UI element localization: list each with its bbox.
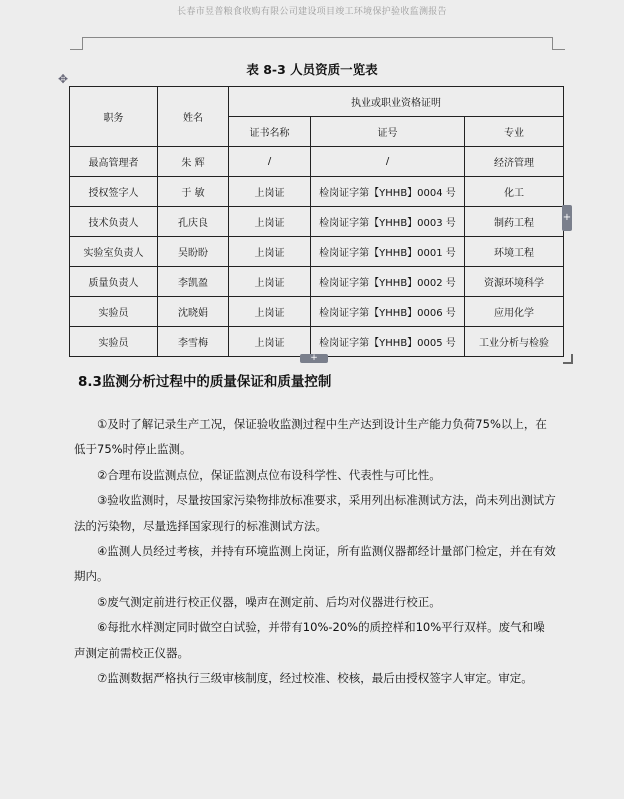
cell-major: 工业分析与检验 xyxy=(465,327,564,357)
paragraph: ⑥每批水样测定同时做空白试验，并带有10%-20%的质控样和10%平行双样。废气和噪声测定前需校正仪器。 xyxy=(74,620,545,660)
table-row xyxy=(70,327,564,357)
cell-cert-name: 上岗证 xyxy=(229,327,311,357)
cell-cert-name: 上岗证 xyxy=(229,177,311,207)
header-rule xyxy=(82,37,552,38)
paragraph: ①及时了解记录生产工况，保证验收监测过程中生产达到设计生产能力负荷75%以上，在低于75%时停止监测。 xyxy=(74,417,547,457)
table-row xyxy=(70,207,564,237)
cell-major: 经济管理 xyxy=(465,147,564,177)
table-caption: 表 8-3 人员资质一览表 xyxy=(246,62,378,77)
cell-cert-no: 检岗证字第【YHHB】0003 号 xyxy=(311,207,465,237)
cell-name: 孔庆良 xyxy=(158,207,229,237)
cell-position: 最高管理者 xyxy=(70,147,158,177)
header-position: 职务 xyxy=(70,87,158,147)
header-qualification: 执业或职业资格证明 xyxy=(229,87,564,117)
section-heading: 8.3监测分析过程中的质量保证和质量控制 xyxy=(78,374,332,390)
cell-major: 制药工程 xyxy=(465,207,564,237)
cell-cert-no: 检岗证字第【YHHB】0004 号 xyxy=(311,177,465,207)
cell-cert-name: 上岗证 xyxy=(229,237,311,267)
cell-position: 质量负责人 xyxy=(70,267,158,297)
cell-major: 环境工程 xyxy=(465,237,564,267)
table-row xyxy=(70,297,564,327)
cell-name: 于 敏 xyxy=(158,177,229,207)
cell-name: 李雪梅 xyxy=(158,327,229,357)
cell-cert-name: / xyxy=(229,147,311,177)
cell-cert-no: 检岗证字第【YHHB】0001 号 xyxy=(311,237,465,267)
cell-cert-name: 上岗证 xyxy=(229,267,311,297)
margin-corner-mark xyxy=(70,37,83,50)
paragraph: ②合理布设监测点位，保证监测点位布设科学性、代表性与可比性。 xyxy=(97,467,441,482)
cell-major: 化工 xyxy=(465,177,564,207)
cell-major: 资源环境科学 xyxy=(465,267,564,297)
table-row xyxy=(70,177,564,207)
cell-cert-name: 上岗证 xyxy=(229,207,311,237)
cell-position: 实验员 xyxy=(70,327,158,357)
cell-position: 授权签字人 xyxy=(70,177,158,207)
paragraph: ③验收监测时，尽量按国家污染物排放标准要求，采用列出标准测试方法，尚未列出测试方法的污染物，尽量选择国家现行的标准测试方法。 xyxy=(74,493,556,533)
add-column-plus-icon[interactable]: + xyxy=(562,205,572,231)
page-header: 长春市昱普粮食收购有限公司建设项目竣工环境保护验收监测报告 xyxy=(177,7,447,17)
table-row xyxy=(70,267,564,297)
header-major: 专业 xyxy=(465,117,564,147)
header-cert-name: 证书名称 xyxy=(229,117,311,147)
cell-cert-no: 检岗证字第【YHHB】0006 号 xyxy=(311,297,465,327)
cell-cert-no: 检岗证字第【YHHB】0002 号 xyxy=(311,267,465,297)
cell-position: 实验员 xyxy=(70,297,158,327)
cell-cert-no: / xyxy=(311,147,465,177)
header-name: 姓名 xyxy=(158,87,229,147)
table-move-handle-icon[interactable]: ✥ xyxy=(57,72,69,86)
cell-name: 李凯盈 xyxy=(158,267,229,297)
margin-corner-mark xyxy=(552,37,565,50)
section-body xyxy=(74,412,556,691)
add-row-plus-icon[interactable]: + xyxy=(300,354,328,363)
table-resize-handle-icon[interactable] xyxy=(563,354,573,364)
paragraph: ⑦监测数据严格执行三级审核制度，经过校准、校核，最后由授权签字人审定。审定。 xyxy=(97,671,533,686)
cell-major: 应用化学 xyxy=(465,297,564,327)
cell-position: 技术负责人 xyxy=(70,207,158,237)
cell-position: 实验室负责人 xyxy=(70,237,158,267)
cell-name: 吴盼盼 xyxy=(158,237,229,267)
cell-cert-name: 上岗证 xyxy=(229,297,311,327)
staff-qualification-table xyxy=(69,86,564,357)
cell-name: 朱 辉 xyxy=(158,147,229,177)
paragraph: ④监测人员经过考核，并持有环境监测上岗证，所有监测仪器都经计量部门检定，并在有效期内。 xyxy=(74,544,556,584)
cell-name: 沈晓娟 xyxy=(158,297,229,327)
table-row xyxy=(70,237,564,267)
header-cert-no: 证号 xyxy=(311,117,465,147)
paragraph: ⑤废气测定前进行校正仪器，噪声在测定前、后均对仪器进行校正。 xyxy=(97,594,441,609)
cell-cert-no: 检岗证字第【YHHB】0005 号 xyxy=(311,327,465,357)
table-row xyxy=(70,147,564,177)
